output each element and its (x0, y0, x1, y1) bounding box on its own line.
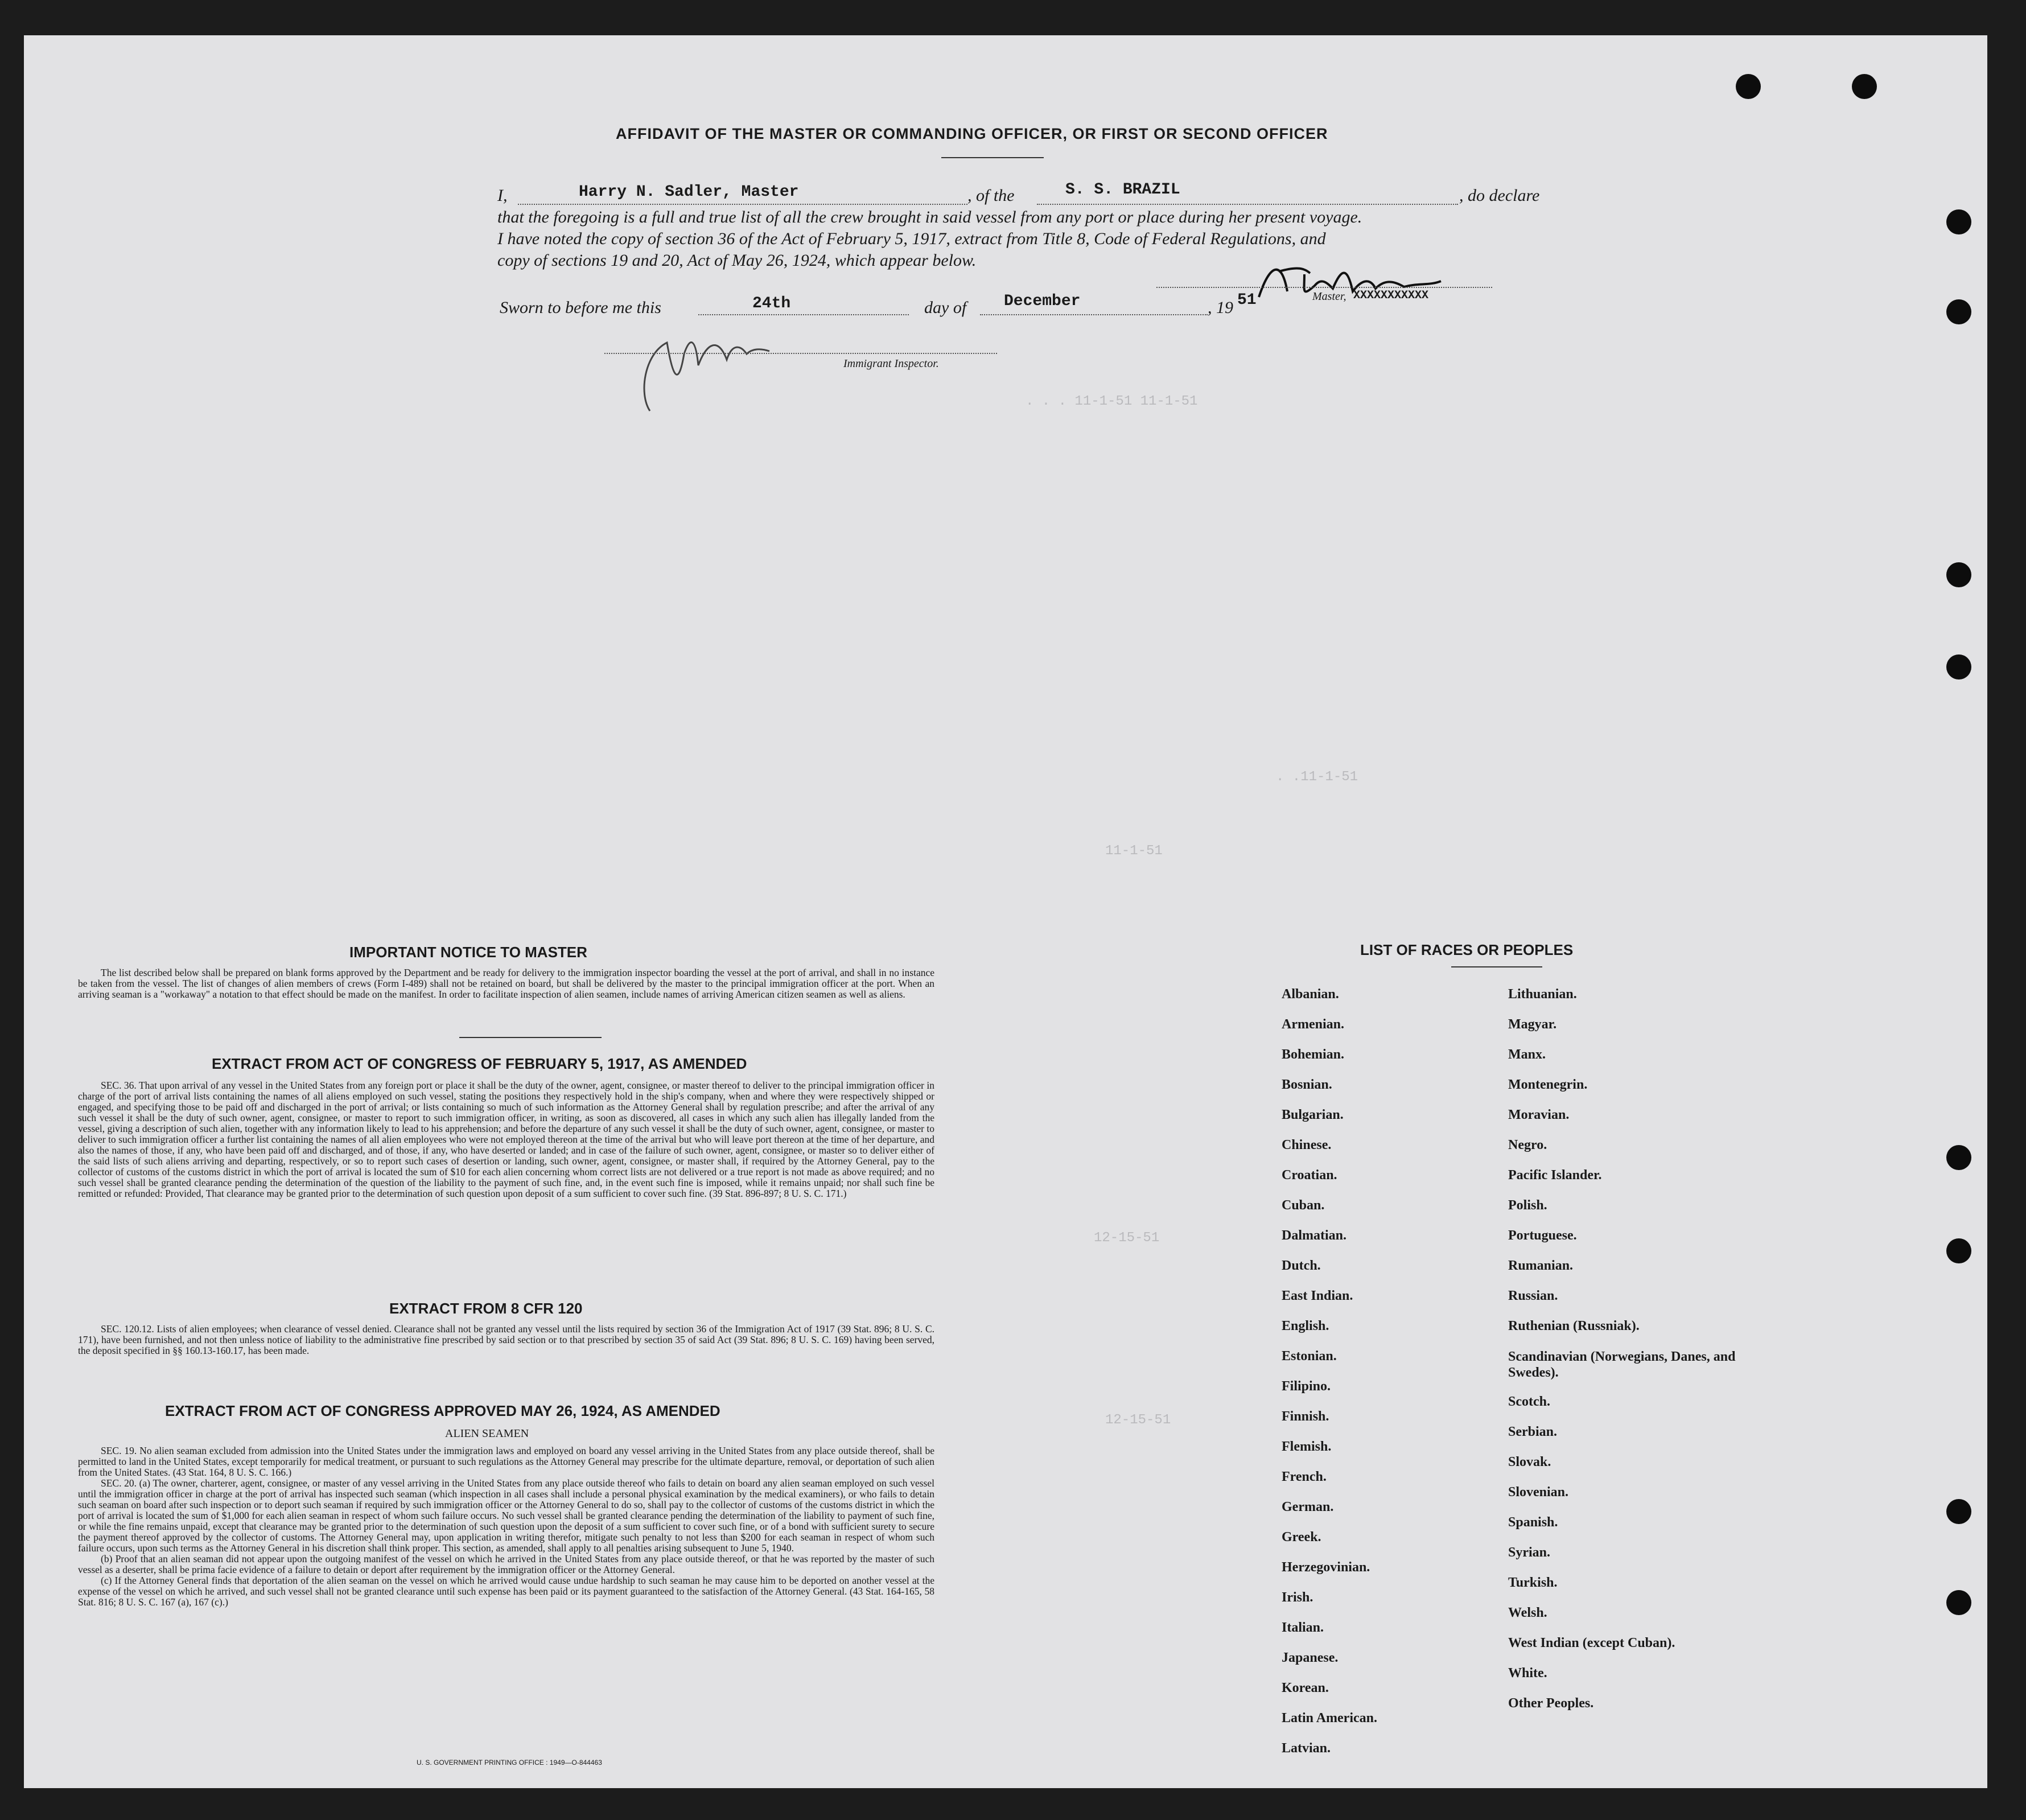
race-item: Welsh. (1508, 1605, 1547, 1620)
race-item: Filipino. (1282, 1379, 1331, 1394)
sec20a-paragraph: SEC. 20. (a) The owner, charterer, agent, consignee, or master of any vessel arriving in the United States from any place outside thereof who fails to detain on board any alien seaman employed on such vessel until the immigration officer in charge at the port of arrival has inspected such seaman (which inspection in all cases shall include a personal physical examination by the medical examiners), or who fails to detain such seaman on board after such inspection or to deport such seaman if required by such immigration officer or the Attorney General to do so, shall pay to the collector of customs of the customs district in which the port of arrival is located the sum of $1,000 for each alien seaman in respect of whom such failure occurs. No such vessel shall be granted clearance pending the determination of the liability to payment of such fine, or while the fine remains unpaid, except that clearance may be granted prior to the determination of such question upon the deposit of a sum sufficient to cover such fine, or of a bond with sufficient surety to secure the payment thereof approved by the collector of customs. The Attorney General may, upon application in writing therefor, mitigate such penalty to not less than $200 for each seaman in respect of whom such failure occurs, upon such terms as the Attorney General in his discretion shall think proper. This section, as amended, shall apply to all penalties arising subsequent to June 5, 1940. (78, 1477, 934, 1554)
race-item: Latin American. (1282, 1711, 1377, 1726)
race-item: Russian. (1508, 1288, 1558, 1303)
punch-hole-icon (1946, 562, 1971, 587)
master-caption: Master, (1312, 290, 1346, 303)
race-item: Bulgarian. (1282, 1107, 1344, 1122)
race-item: West Indian (except Cuban). (1508, 1636, 1675, 1650)
bleed-through: 11-1-51 (1105, 843, 1163, 859)
race-item: Montenegrin. (1508, 1077, 1588, 1092)
race-item: Turkish. (1508, 1575, 1558, 1590)
race-item: Dalmatian. (1282, 1228, 1346, 1243)
title-rule (941, 157, 1044, 158)
race-item: Chinese. (1282, 1138, 1332, 1152)
i-label: I, (497, 186, 508, 205)
do-declare-label: , do declare (1459, 186, 1540, 205)
race-item: Dutch. (1282, 1258, 1321, 1273)
punch-hole-icon (1946, 1590, 1971, 1615)
race-item: Scotch. (1508, 1394, 1550, 1409)
month-value: December (1004, 293, 1081, 310)
bleed-through: . .11-1-51 (1276, 769, 1358, 785)
punch-hole-icon (1946, 209, 1971, 234)
race-item: Moravian. (1508, 1107, 1570, 1122)
punch-hole-icon (1946, 1238, 1971, 1263)
affidavit-title: AFFIDAVIT OF THE MASTER OR COMMANDING OFFICER, OR FIRST OR SECOND OFFICER (616, 125, 1328, 142)
bleed-through: . . . 11-1-51 11-1-51 (1026, 394, 1198, 409)
race-item: Korean. (1282, 1681, 1329, 1695)
affidavit-line-2: that the foregoing is a full and true list of all the crew brought in said vessel from any port or place during her present voyage. (497, 208, 1362, 227)
alien-seamen-subheading: ALIEN SEAMEN (445, 1427, 529, 1440)
document-sheet (24, 35, 1987, 1788)
day-of-label: day of (924, 298, 967, 317)
sec120-paragraph: SEC. 120.12. Lists of alien employees; when clearance of vessel denied. Clearance shall not be granted any vessel until the lists required by section 36 of the Immigration Act of 1917 (39 Stat. 896; 8 U. S. C. 171), have been furnished, and not then unless notice of liability to the administrative fine prescribed by said section or to that prescribed by section 35 of said Act (39 Stat. 896; 8 U. S. C. 169) having been served, the deposit specified in §§ 160.13-160.17, has been made. (78, 1323, 934, 1356)
race-item: Magyar. (1508, 1017, 1557, 1032)
extract-1924-text (78, 1446, 934, 1608)
race-item: Manx. (1508, 1047, 1546, 1062)
punch-hole-icon (1946, 299, 1971, 324)
sec20b-paragraph: (b) Proof that an alien seaman did not appear upon the outgoing manifest of the vessel on which he arrived in the United States from any place outside thereof, or that he was reported by the master of such vessel as a deserter, shall be prima facie evidence of a failure to detain or deport after requirement by the immigration officer or the Attorney General. (78, 1553, 934, 1575)
extract-cfr-text (78, 1324, 934, 1356)
punch-hole-icon (1946, 1499, 1971, 1524)
inspector-caption: Immigrant Inspector. (843, 357, 939, 370)
section-rule (459, 1037, 602, 1038)
printing-office-footer: U. S. GOVERNMENT PRINTING OFFICE : 1949—O-844463 (417, 1759, 602, 1767)
race-item: French. (1282, 1469, 1327, 1484)
of-the-label: , of the (967, 186, 1015, 205)
race-item: Estonian. (1282, 1349, 1337, 1364)
day-blank (698, 298, 909, 315)
notice-heading: IMPORTANT NOTICE TO MASTER (349, 944, 587, 961)
race-item: Pacific Islander. (1508, 1168, 1602, 1183)
race-item: Bohemian. (1282, 1047, 1345, 1062)
race-item: Latvian. (1282, 1741, 1331, 1756)
race-item: Ruthenian (Russniak). (1508, 1319, 1640, 1333)
races-left-column (1282, 987, 1452, 1771)
race-item: Scandinavian (Norwegians, Danes, and Swedes). (1508, 1349, 1736, 1380)
race-item: Greek. (1282, 1530, 1321, 1545)
race-item: English. (1282, 1319, 1329, 1333)
race-item: Other Peoples. (1508, 1696, 1594, 1711)
vessel-name: S. S. BRAZIL (1065, 181, 1180, 199)
year-suffix: 51 (1237, 291, 1257, 309)
extract-cfr-heading: EXTRACT FROM 8 CFR 120 (389, 1300, 583, 1317)
inspector-signature (627, 320, 809, 417)
struck-title: XXXXXXXXXXX (1353, 289, 1429, 302)
punch-hole-icon (1736, 74, 1761, 99)
race-item: Negro. (1508, 1138, 1547, 1152)
races-right-column (1508, 987, 1747, 1726)
sec36-paragraph: SEC. 36. That upon arrival of any vessel in the United States from any foreign port or place it shall be the duty of the owner, agent, consignee, or master thereof to deliver to the principal immigration officer in charge of the port of arrival lists containing the names of all aliens employed on such vessel, stating the positions they respectively hold in the ship's company, when and where they were respectively shipped or engaged, and specifying those to be paid off and discharged in the port of arrival; or lists containing so much of such information as the Attorney General shall by regulation prescribe; and after the arrival of any such vessel it shall be the duty of such owner, agent, consignee, or master to report to such immigration officer, in writing, as soon as discovered, all cases in which any such alien has illegally landed from the vessel, giving a description of such alien, together with any information likely to lead to his apprehension; and before the departure of any such vessel it shall be the duty of such owner, agent, consignee, or master to deliver to such immigration officer a further list containing the names of all alien employees who were not employed thereon at the time of the arrival but who will leave port thereon at the time of her departure, and also the names of those, if any, who have been paid off and discharged, and of those, if any, who have deserted or landed; and in case of the failure of such owner, agent, consignee, or master so to deliver either of the said lists of such aliens arriving and departing, respectively, or so to report such cases of desertion or landing, such owner, agent, consignee, or master shall, if required by the Attorney General, pay to the collector of customs of the customs district in which the port of arrival is located the sum of $10 for each alien concerning whom correct lists are not delivered or a true report is not made as above required; and no such vessel shall be granted clearance pending the determination of the question of the liability to the payment of such fine, and, in the event such fine is imposed, while it remains unpaid; nor shall such fine be remitted or refunded: Provided, That clearance may be granted prior to the determination of such question upon deposit of a sum sufficient to cover such fine. (39 Stat. 896-897; 8 U. S. C. 171.) (78, 1080, 934, 1199)
day-value: 24th (752, 295, 791, 312)
race-item: Portuguese. (1508, 1228, 1577, 1243)
bleed-through: 12-15-51 (1094, 1230, 1160, 1246)
extract-1917-text (78, 1080, 934, 1199)
race-item: Polish. (1508, 1198, 1547, 1213)
punch-hole-icon (1946, 654, 1971, 680)
extract-1917-heading: EXTRACT FROM ACT OF CONGRESS OF FEBRUARY 5, 1917, AS AMENDED (212, 1055, 747, 1072)
extract-1924-heading: EXTRACT FROM ACT OF CONGRESS APPROVED MAY 26, 1924, AS AMENDED (165, 1402, 720, 1419)
race-item: Italian. (1282, 1620, 1324, 1635)
race-item: Bosnian. (1282, 1077, 1332, 1092)
declarant-name: Harry N. Sadler, Master (579, 183, 799, 201)
race-item: Lithuanian. (1508, 987, 1577, 1002)
race-item: Finnish. (1282, 1409, 1329, 1424)
race-item: Slovenian. (1508, 1485, 1569, 1500)
race-item: Spanish. (1508, 1515, 1558, 1530)
affidavit-line-3: I have noted the copy of section 36 of the Act of February 5, 1917, extract from Title 8, Code of Federal Regulations, and (497, 229, 1326, 248)
race-item: White. (1508, 1666, 1547, 1681)
race-item: Cuban. (1282, 1198, 1325, 1213)
race-item: Herzegovinian. (1282, 1560, 1370, 1575)
race-item: East Indian. (1282, 1288, 1353, 1303)
punch-hole-icon (1946, 1145, 1971, 1170)
race-item: Slovak. (1508, 1455, 1551, 1469)
notice-text (78, 967, 934, 1000)
master-signature-line (1156, 286, 1492, 288)
notice-paragraph: The list described below shall be prepared on blank forms approved by the Department and be ready for delivery to the immigration inspector boarding the vessel at the port of arrival, and shall in no instance be taken from the vessel. The list of changes of alien members of crews (Form I-489) shall not be retained on board, but shall be delivered by the master to the principal immigration officer at the port. When an arriving seaman is a "workaway" a notation to that effect should be made on the manifest. In order to facilitate inspection of alien seamen, include names of arriving American citizen seamen as well as aliens. (78, 967, 934, 1000)
races-heading: LIST OF RACES OR PEOPLES (1360, 941, 1574, 958)
year-prefix: , 19 (1208, 298, 1233, 317)
inspector-signature-line (604, 352, 997, 354)
affidavit-line-4: copy of sections 19 and 20, Act of May 26, 1924, which appear below. (497, 251, 977, 270)
sec20c-paragraph: (c) If the Attorney General finds that deportation of the alien seaman on the vessel on which he arrived would cause undue hardship to such seaman he may cause him to be deported on another vessel at the expense of the vessel on which he arrived, and such vessel shall not be granted clearance until such expense has been paid or its payment guaranteed to the satisfaction of the Attorney General. (43 Stat. 164-165, 58 Stat. 816; 8 U. S. C. 167 (a), 167 (c).) (78, 1575, 934, 1608)
race-item: German. (1282, 1500, 1334, 1514)
race-item: Japanese. (1282, 1650, 1339, 1665)
sworn-label: Sworn to before me this (500, 298, 661, 317)
race-item: Flemish. (1282, 1439, 1332, 1454)
race-item: Rumanian. (1508, 1258, 1574, 1273)
race-item: Croatian. (1282, 1168, 1337, 1183)
race-item: Albanian. (1282, 987, 1339, 1002)
bleed-through: 12-15-51 (1105, 1413, 1171, 1428)
races-rule (1451, 966, 1542, 967)
race-item: Syrian. (1508, 1545, 1551, 1560)
race-item: Serbian. (1508, 1424, 1558, 1439)
sec19-paragraph: SEC. 19. No alien seaman excluded from admission into the United States under the immigration laws and employed on board any vessel arriving in the United States from any place outside thereof, shall be permitted to land in the United States, except temporarily for medical treatment, or pursuant to such regulations as the Attorney General may prescribe for the ultimate departure, removal, or deportation of such alien from the United States. (43 Stat. 164, 8 U. S. C. 166.) (78, 1445, 934, 1478)
race-item: Armenian. (1282, 1017, 1344, 1032)
punch-hole-icon (1852, 74, 1877, 99)
race-item: Irish. (1282, 1590, 1313, 1605)
